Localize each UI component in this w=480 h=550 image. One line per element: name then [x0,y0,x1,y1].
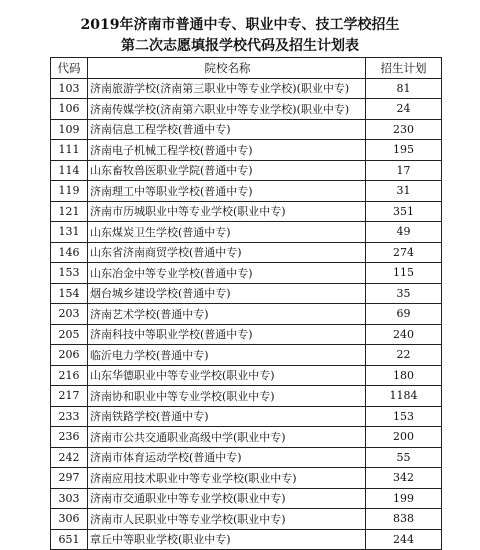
row-plan: 69 [366,304,442,325]
row-code: 217 [51,386,88,407]
row-code: 206 [51,345,88,366]
row-plan: 31 [366,181,442,202]
row-school-name: 济南信息工程学校(普通中专) [88,119,366,140]
row-code: 106 [51,99,88,120]
row-code: 131 [51,222,88,243]
row-plan: 1184 [366,386,442,407]
row-code: 306 [51,509,88,530]
row-code: 111 [51,140,88,161]
row-plan: 342 [366,468,442,489]
header-code: 代码 [51,58,88,79]
row-school-name: 章丘中等职业学校(职业中专) [88,529,366,550]
row-school-name: 济南市历城职业中等专业学校(职业中专) [88,201,366,222]
row-school-name: 山东华德职业中等专业学校(职业中专) [88,365,366,386]
row-plan: 153 [366,406,442,427]
table-row [51,283,442,304]
row-code: 153 [51,263,88,284]
row-code: 205 [51,324,88,345]
row-code: 651 [51,529,88,550]
row-code: 242 [51,447,88,468]
row-plan: 81 [366,78,442,99]
row-school-name: 济南传媒学校(济南第六职业中等专业学校)(职业中专) [88,99,366,120]
row-code: 103 [51,78,88,99]
table-row [51,160,442,181]
table-row [51,365,442,386]
table-row [51,181,442,202]
row-plan: 115 [366,263,442,284]
table-row [51,427,442,448]
row-school-name: 济南科技中等职业学校(普通中专) [88,324,366,345]
row-code: 114 [51,160,88,181]
row-school-name: 山东省济南商贸学校(普通中专) [88,242,366,263]
document-title-line2: 第二次志愿填报学校代码及招生计划表 [121,38,359,54]
row-code: 236 [51,427,88,448]
row-code: 303 [51,488,88,509]
table-row [51,529,442,550]
table-row [51,201,442,222]
row-plan: 230 [366,119,442,140]
row-plan: 244 [366,529,442,550]
row-plan: 35 [366,283,442,304]
table-row [51,99,442,120]
row-plan: 49 [366,222,442,243]
row-plan: 351 [366,201,442,222]
row-school-name: 济南市体育运动学校(普通中专) [88,447,366,468]
table-row [51,78,442,99]
row-plan: 17 [366,160,442,181]
row-school-name: 山东畜牧兽医职业学院(普通中专) [88,160,366,181]
table-row [51,345,442,366]
row-plan: 200 [366,427,442,448]
row-code: 297 [51,468,88,489]
header-enrollment-plan: 招生计划 [366,58,442,79]
row-code: 146 [51,242,88,263]
row-plan: 22 [366,345,442,366]
row-plan: 274 [366,242,442,263]
table-row [51,324,442,345]
table-row [51,222,442,243]
row-plan: 180 [366,365,442,386]
enrollment-plan-table [50,57,442,550]
row-plan: 199 [366,488,442,509]
row-school-name: 济南旅游学校(济南第三职业中等专业学校)(职业中专) [88,78,366,99]
table-row [51,447,442,468]
row-school-name: 济南电子机械工程学校(普通中专) [88,140,366,161]
document-title-line1: 2019年济南市普通中专、职业中专、技工学校招生 [80,17,400,33]
table-row [51,119,442,140]
table-row [51,406,442,427]
table-row [51,468,442,489]
row-code: 109 [51,119,88,140]
row-school-name: 临沂电力学校(普通中专) [88,345,366,366]
row-code: 119 [51,181,88,202]
table-row [51,386,442,407]
row-plan: 55 [366,447,442,468]
row-code: 154 [51,283,88,304]
row-school-name: 山东冶金中等专业学校(普通中专) [88,263,366,284]
table-row [51,242,442,263]
row-school-name: 烟台城乡建设学校(普通中专) [88,283,366,304]
row-school-name: 济南市人民职业中等专业学校(职业中专) [88,509,366,530]
row-school-name: 济南市交通职业中等专业学校(职业中专) [88,488,366,509]
row-school-name: 济南铁路学校(普通中专) [88,406,366,427]
table-row [51,509,442,530]
row-school-name: 济南艺术学校(普通中专) [88,304,366,325]
row-plan: 240 [366,324,442,345]
row-code: 233 [51,406,88,427]
row-code: 203 [51,304,88,325]
row-school-name: 济南理工中等职业学校(普通中专) [88,181,366,202]
row-school-name: 济南应用技术职业中等专业学校(职业中专) [88,468,366,489]
row-plan: 195 [366,140,442,161]
table-row [51,488,442,509]
row-plan: 838 [366,509,442,530]
table-row [51,263,442,284]
row-school-name: 山东煤炭卫生学校(普通中专) [88,222,366,243]
table-row [51,140,442,161]
table-header-row [51,58,442,79]
row-school-name: 济南市公共交通职业高级中学(职业中专) [88,427,366,448]
row-code: 216 [51,365,88,386]
row-school-name: 济南协和职业中等专业学校(职业中专) [88,386,366,407]
table-row [51,304,442,325]
row-plan: 24 [366,99,442,120]
row-code: 121 [51,201,88,222]
header-school-name: 院校名称 [88,58,366,79]
